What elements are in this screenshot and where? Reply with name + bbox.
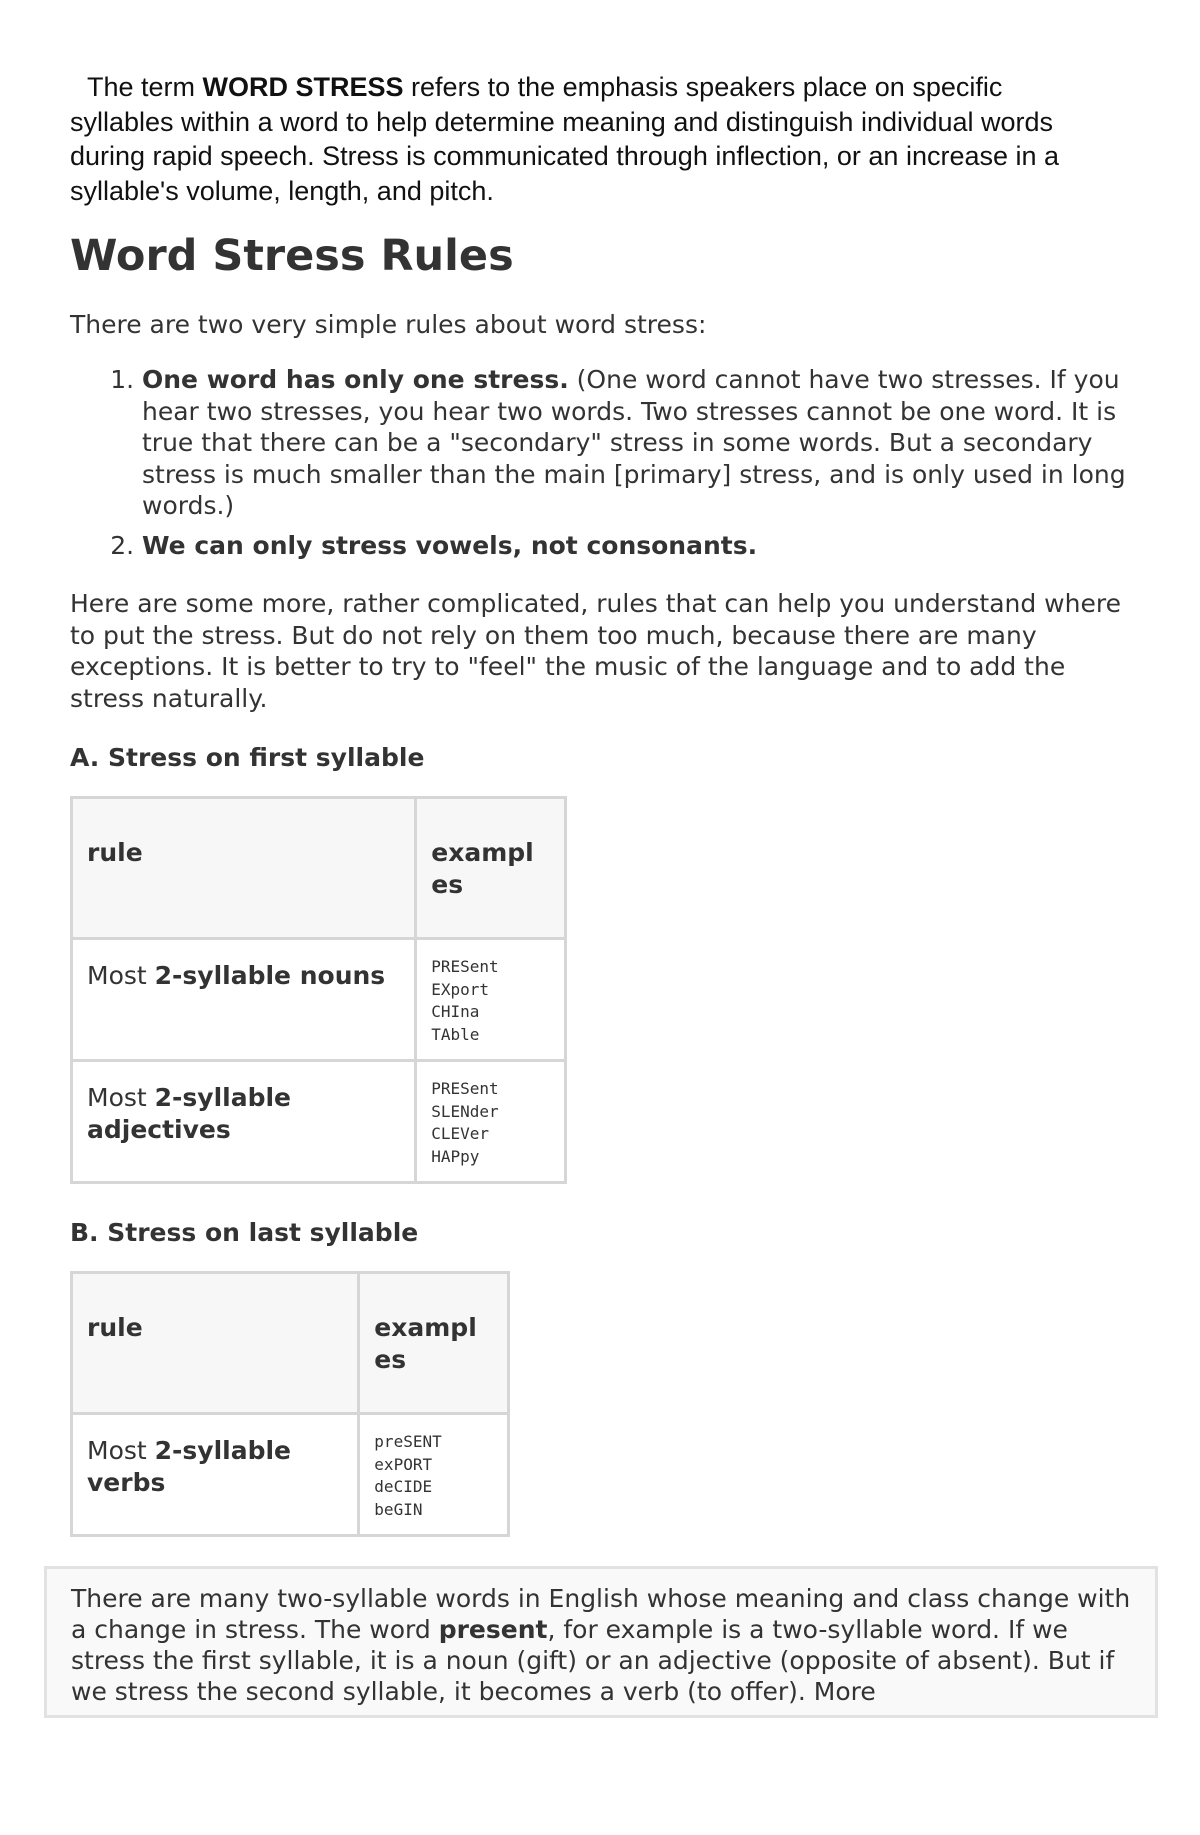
intro-text-end: refers to the emphasis speakers place on specific syllables within a word to help determine meaning and distinguish individual words during rapid speech. Stress is communicated through inflection, or an increase in a syllable's volume, length, and pitch. [70, 72, 1060, 206]
examples-column-header: exampl es [416, 798, 566, 939]
rule-cell [72, 939, 416, 1061]
example-word: preSENT [374, 1432, 442, 1451]
page-title: Word Stress Rules [70, 231, 514, 281]
example-word: HAPpy [431, 1146, 480, 1166]
rule-bold-text: One word has only one stress. [142, 365, 569, 394]
rule-prefix: Most [87, 1436, 155, 1465]
note-bold-word: present [438, 1615, 548, 1644]
more-rules-paragraph: Here are some more, rather complicated, rules that can help you understand where to put the stress. But do not rely on them too much, because there are many exceptions. It is better to try to "feel" the music of the language and to add the stress naturally. [70, 589, 1121, 713]
rule-bold: 2-syllable nouns [154, 961, 386, 990]
list-item [142, 530, 1140, 562]
intro-term: WORD STRESS [202, 72, 404, 102]
rule-prefix: Most [87, 961, 155, 990]
rule-bold: 2-syllable verbs [87, 1436, 292, 1497]
rules-lead: There are two very simple rules about word stress: [70, 310, 707, 339]
example-word: CLEVer [431, 1124, 490, 1143]
rule-prefix: Most [87, 1083, 155, 1112]
intro-paragraph [70, 70, 1110, 208]
example-word: PRESent [431, 957, 499, 976]
examples-cell [416, 939, 566, 1061]
basic-rules-list [70, 364, 1140, 569]
table-header-row [72, 1273, 509, 1414]
first-syllable-table [70, 796, 567, 1184]
examples-column-header: exampl es [359, 1273, 509, 1414]
section-b-title: B. Stress on last syllable [70, 1218, 419, 1247]
rule-bold-text: We can only stress vowels, not consonants. [142, 530, 758, 560]
note-text-start: There are many two-syllable words in English whose meaning and class change with a change in stress. The word [71, 1584, 1131, 1644]
rule-column-header: rule [72, 1273, 359, 1414]
last-syllable-table [70, 1271, 510, 1537]
rule-bold: 2-syllable adjectives [87, 1083, 292, 1144]
example-word: exPORT [374, 1454, 433, 1474]
example-word: CHIna [431, 1002, 480, 1021]
example-word: beGIN [374, 1499, 423, 1519]
list-item [142, 364, 1140, 522]
table-row [72, 1061, 566, 1183]
example-word: TAble [431, 1024, 480, 1044]
table-header-row [72, 798, 566, 939]
table-row [72, 939, 566, 1061]
intro-text-start: The term [87, 72, 203, 102]
section-a-title: A. Stress on first syllable [70, 743, 425, 772]
note-text-end: , for example is a two-syllable word. If we stress the first syllable, it is a noun (gift) or an adjective (opposite of absent). But if we stress the second syllable, it becomes a verb (to offer). More [71, 1615, 1115, 1706]
rule-text: (One word cannot have two stresses. If you hear two stresses, you hear two words. Two stresses cannot be one word. It is true that there can be a "secondary" stress in some words. But a secondary stress is much smaller than the main [primary] stress, and is only used in long words.) [142, 365, 1126, 520]
example-word: deCIDE [374, 1477, 433, 1496]
examples-cell [359, 1414, 509, 1536]
examples-cell [416, 1061, 566, 1183]
example-word: EXport [431, 979, 490, 999]
rule-cell [72, 1414, 359, 1536]
rule-column-header: rule [72, 798, 416, 939]
table-row [72, 1414, 509, 1536]
example-word: SLENder [431, 1101, 499, 1121]
stress-change-note [44, 1566, 1158, 1718]
rule-cell [72, 1061, 416, 1183]
example-word: PRESent [431, 1079, 499, 1098]
